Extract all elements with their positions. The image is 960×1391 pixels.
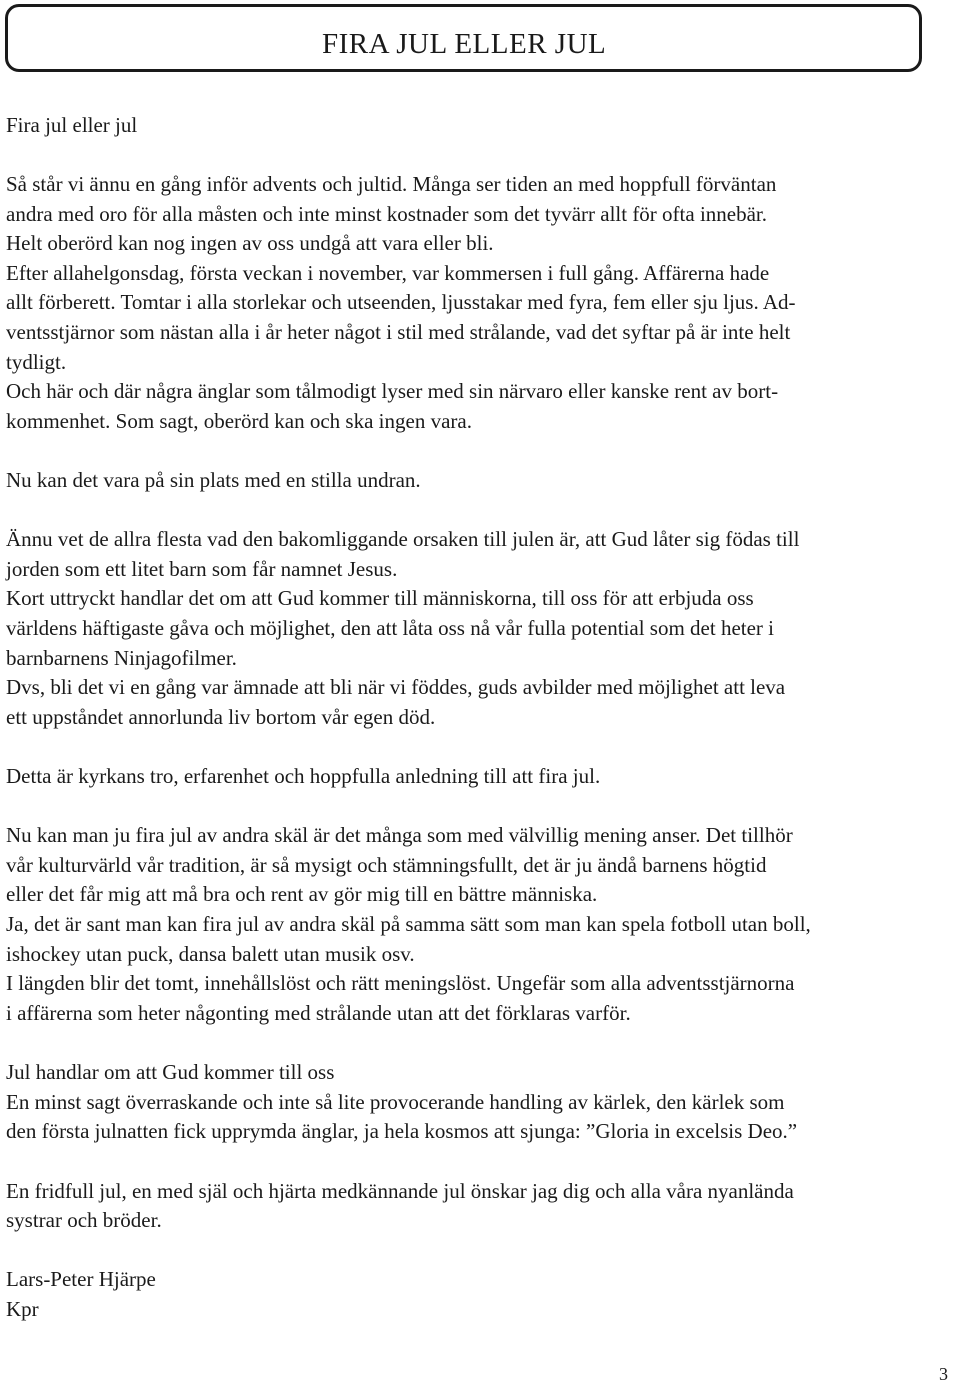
paragraph-line: den första julnatten fick upprymda änglar, ja hela kosmos att sjunga: ”Gloria in excelsis Deo.” bbox=[6, 1119, 798, 1143]
paragraph-line: Nu kan man ju fira jul av andra skäl är det många som med välvillig mening anser. Det tillhör bbox=[6, 823, 793, 847]
paragraph-line: världens häftigaste gåva och möjlighet, den att låta oss nå vår fulla potential som det heter i bbox=[6, 616, 775, 640]
paragraph-line: ventsstjärnor som nästan alla i år heter något i stil med strålande, vad det syftar på är inte helt bbox=[6, 320, 791, 344]
paragraph-line: Jul handlar om att Gud kommer till oss bbox=[6, 1060, 335, 1084]
paragraph-line: Och här och där några änglar som tålmodigt lyser med sin närvaro eller kanske rent av bort- bbox=[6, 379, 779, 403]
paragraph-line: andra med oro för alla måsten och inte minst kostnader som det tyvärr allt för ofta innebär. bbox=[6, 202, 768, 226]
paragraph-line: En minst sagt överraskande och inte så lite provocerande handling av kärlek, den kärlek som bbox=[6, 1090, 785, 1114]
paragraph-line: jorden som ett litet barn som får namnet Jesus. bbox=[6, 557, 398, 581]
paragraph-line: ett uppståndet annorlunda liv bortom vår egen död. bbox=[6, 705, 436, 729]
paragraph-line: En fridfull jul, en med själ och hjärta medkännande jul önskar jag dig och alla våra nyanlända bbox=[6, 1179, 794, 1203]
signature-title: Kpr bbox=[6, 1297, 39, 1321]
paragraph-line: ishockey utan puck, dansa balett utan musik osv. bbox=[6, 942, 415, 966]
paragraph-line: Ännu vet de allra flesta vad den bakomliggande orsaken till julen är, att Gud låter sig födas till bbox=[6, 527, 800, 551]
page-number: 3 bbox=[939, 1364, 948, 1384]
paragraph-line: Nu kan det vara på sin plats med en stilla undran. bbox=[6, 468, 421, 492]
paragraph-line: Detta är kyrkans tro, erfarenhet och hoppfulla anledning till att fira jul. bbox=[6, 764, 601, 788]
paragraph-line: Ja, det är sant man kan fira jul av andra skäl på samma sätt som man kan spela fotboll utan boll, bbox=[6, 912, 811, 936]
paragraph-line: Dvs, bli det vi en gång var ämnade att bli när vi föddes, guds avbilder med möjlighet att leva bbox=[6, 675, 786, 699]
page-title: FIRA JUL ELLER JUL bbox=[322, 28, 607, 60]
paragraph-line: vår kulturvärld vår tradition, är så mysigt och stämningsfullt, det är ju ändå barnens högtid bbox=[6, 853, 767, 877]
paragraph-line: Så står vi ännu en gång inför advents och jultid. Många ser tiden an med hoppfull förväntan bbox=[6, 172, 777, 196]
paragraph-line: Helt oberörd kan nog ingen av oss undgå att vara eller bli. bbox=[6, 231, 494, 255]
paragraph-line: Kort uttryckt handlar det om att Gud kommer till människorna, till oss för att erbjuda oss bbox=[6, 586, 754, 610]
paragraph-line: allt förberett. Tomtar i alla storlekar och utseenden, ljusstakar med fyra, fem eller sju ljus. Ad- bbox=[6, 290, 796, 314]
paragraph-line: barnbarnens Ninjagofilmer. bbox=[6, 646, 237, 670]
paragraph-line: tydligt. bbox=[6, 350, 67, 374]
paragraph-line: Efter allahelgonsdag, första veckan i november, var kommersen i full gång. Affärerna hade bbox=[6, 261, 770, 285]
paragraph-line: kommenhet. Som sagt, oberörd kan och ska ingen vara. bbox=[6, 409, 472, 433]
article-heading: Fira jul eller jul bbox=[6, 113, 138, 137]
paragraph-line: systrar och bröder. bbox=[6, 1208, 162, 1232]
paragraph-line: eller det får mig att må bra och rent av gör mig till en bättre människa. bbox=[6, 882, 598, 906]
signature-name: Lars-Peter Hjärpe bbox=[6, 1267, 156, 1291]
paragraph-line: i affärerna som heter någonting med strålande utan att det förklaras varför. bbox=[6, 1001, 631, 1025]
paragraph-line: I längden blir det tomt, innehållslöst och rätt meningslöst. Ungefär som alla adventsstjärnorna bbox=[6, 971, 795, 995]
